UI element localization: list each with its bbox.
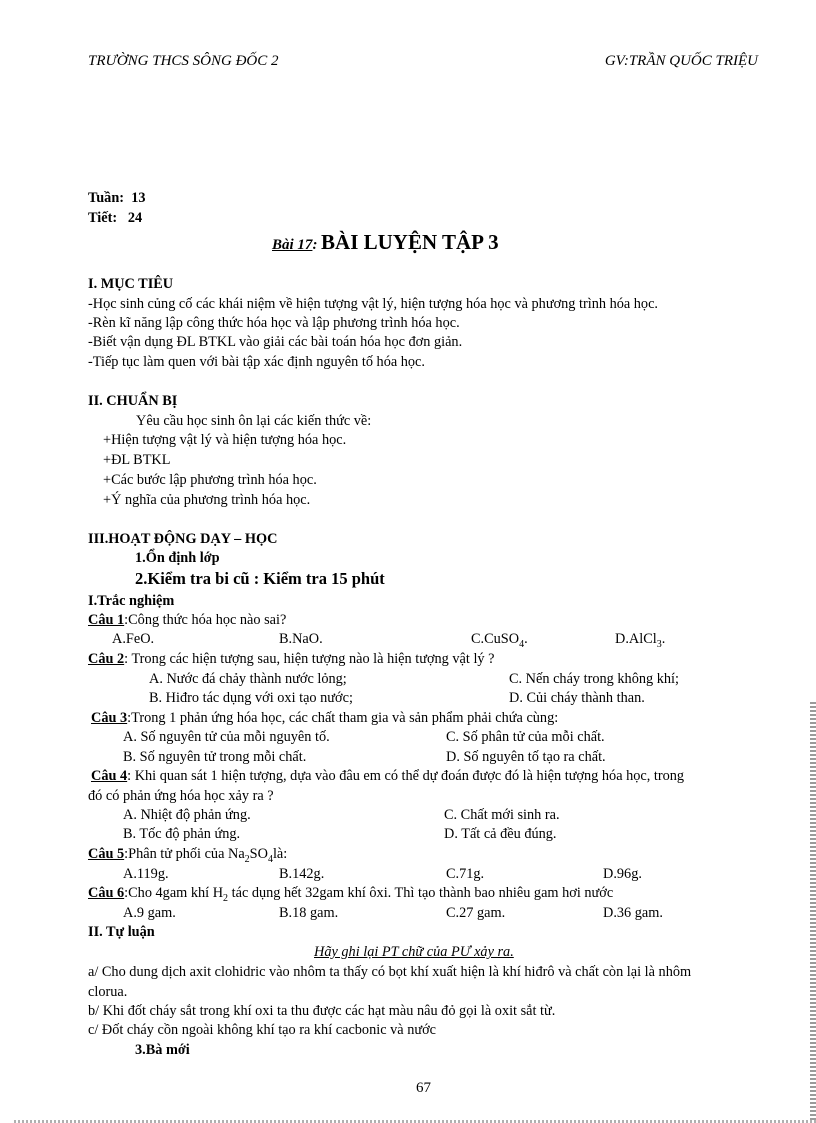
objective-line-3: -Biết vận dụng ĐL BTKL vào giải các bài toán hóa học đơn giản. <box>88 334 463 350</box>
essay-title: Hãy ghi lại PT chữ của PƯ xảy ra. <box>314 944 514 960</box>
lesson-title: BÀI LUYỆN TẬP 3 <box>321 230 499 254</box>
q1-option-b: B.NaO. <box>279 631 323 647</box>
part-multiple-choice: I.Trắc nghiệm <box>88 593 175 609</box>
q4-option-b: B. Tốc độ phản ứng. <box>123 826 241 842</box>
period-label: Tiết: <box>88 210 118 226</box>
lesson-number: Bài 17 <box>272 237 313 253</box>
lesson-title-line <box>272 230 499 256</box>
preparation-intro: Yêu cầu học sinh ôn lại các kiến thức về: <box>136 413 372 429</box>
part-essay: II. Tự luận <box>88 924 155 940</box>
header-teacher: GV:TRẦN QUỐC TRIỆU <box>604 53 758 69</box>
question-3-text: :Trong 1 phản ứng hóa học, các chất tham gia và sản phẩm phải chứa cùng: <box>127 710 559 726</box>
q1-option-a: A.FeO. <box>112 631 155 647</box>
q4-option-c: C. Chất mới sinh ra. <box>444 807 560 823</box>
section3-heading: III.HOẠT ĐỘNG DẠY – HỌC <box>88 531 278 547</box>
week-line <box>88 189 146 209</box>
period-value: 24 <box>127 210 143 226</box>
q5-option-a: A.119g. <box>123 866 169 882</box>
q4-option-d: D. Tất cả đều đúng. <box>444 826 557 842</box>
q5-option-b: B.142g. <box>279 866 325 882</box>
question-1-text: :Công thức hóa học nào sai? <box>124 612 287 628</box>
q3-option-b: B. Số nguyên tử trong mỗi chất. <box>123 749 307 765</box>
q6-option-c: C.27 gam. <box>446 905 506 921</box>
essay-a-line-1: a/ Cho dung dịch axit clohidric vào nhôm ta thấy có bọt khí xuất hiện là khí hiđrô và chất còn lại là nhôm <box>88 964 692 980</box>
q6-option-b: B.18 gam. <box>279 905 339 921</box>
section1-heading: I. MỤC TIÊU <box>88 276 174 292</box>
step-1: 1.Ổn định lớp <box>135 550 220 566</box>
q1-option-c: C.CuSO$_4$. <box>471 631 528 650</box>
essay-a-line-2: clorua. <box>88 984 128 1000</box>
essay-c: c/ Đốt cháy cồn ngoài không khí tạo ra khí cacbonic và nước <box>88 1022 436 1038</box>
preparation-item-3: +Các bước lập phương trình hóa học. <box>103 472 317 488</box>
step-3: 3.Bà mới <box>135 1042 190 1058</box>
question-6: Câu 6:Cho 4gam khí $H_2$ tác dụng hết 32gam khí ôxi. Thì tạo thành bao nhiêu gam hơi nước <box>88 885 614 904</box>
preparation-item-1: +Hiện tượng vật lý và hiện tượng hóa học. <box>103 432 347 448</box>
page-shadow-right <box>810 700 816 1120</box>
question-1-label: Câu 1 <box>88 612 125 628</box>
q2-option-b: B. Hiđro tác dụng với oxi tạo nước; <box>149 690 353 706</box>
q6-option-d: D.36 gam. <box>603 905 663 921</box>
essay-b: b/ Khi đốt cháy sắt trong khí oxi ta thu được các hạt màu nâu đỏ gọi là oxit sắt từ. <box>88 1003 556 1019</box>
q6-option-a: A.9 gam. <box>123 905 176 921</box>
preparation-item-4: +Ý nghĩa của phương trình hóa học. <box>103 492 311 508</box>
q2-option-a: A. Nước đá chảy thành nước lỏng; <box>149 671 347 687</box>
question-2-label: Câu 2 <box>88 651 125 667</box>
question-4-text: : Khi quan sát 1 hiện tượng, dựa vào đâu em có thể dự đoán được đó là hiện tượng hóa học, trong <box>127 768 685 784</box>
question-2-text: : Trong các hiện tượng sau, hiện tượng nào là hiện tượng vật lý ? <box>124 651 495 667</box>
q1-option-d: D.AlCl$_3$. <box>615 631 666 650</box>
question-4-label: Câu 4 <box>91 768 128 784</box>
q4-option-a: A. Nhiệt độ phản ứng. <box>123 807 251 823</box>
page-number: 67 <box>416 1080 431 1096</box>
q2-option-c: C. Nến cháy trong không khí; <box>509 671 679 687</box>
objective-line-1: -Học sinh củng cố các khái niệm về hiện tượng vật lý, hiện tượng hóa học và phương trình hóa học. <box>88 296 659 312</box>
question-5-label: Câu 5 <box>88 846 125 862</box>
question-3-label: Câu 3 <box>91 710 128 726</box>
objective-line-4: -Tiếp tục làm quen với bài tập xác định nguyên tố hóa học. <box>88 354 425 370</box>
section2-heading: II. CHUẨN BỊ <box>88 393 178 409</box>
period-line <box>88 209 142 229</box>
q3-option-c: C. Số phân tử của mỗi chất. <box>446 729 605 745</box>
q5-option-c: C.71g. <box>446 866 485 882</box>
q2-option-d: D. Củi cháy thành than. <box>509 690 645 706</box>
question-3 <box>91 709 558 729</box>
q3-option-a: A. Số nguyên tử của mỗi nguyên tố. <box>123 729 330 745</box>
question-4 <box>91 767 684 787</box>
preparation-item-2: +ĐL BTKL <box>103 452 171 468</box>
q3-option-d: D. Số nguyên tố tạo ra chất. <box>446 749 606 765</box>
question-4-continued: đó có phản ứng hóa học xảy ra ? <box>88 788 274 804</box>
question-2 <box>88 650 495 670</box>
question-6-label: Câu 6 <box>88 885 125 901</box>
question-5: Câu 5:Phân tử phối của $Na_2SO_4là$: <box>88 846 288 865</box>
q5-option-d: D.96g. <box>603 866 642 882</box>
header-school: TRƯỜNG THCS SÔNG ĐỐC 2 <box>88 53 279 69</box>
question-1 <box>88 611 286 631</box>
week-label: Tuần: <box>88 190 125 206</box>
objective-line-2: -Rèn kĩ năng lập công thức hóa học và lập phương trình hóa học. <box>88 315 460 331</box>
lesson-colon: : <box>312 237 318 253</box>
week-value: 13 <box>131 190 146 206</box>
step-2: 2.Kiểm tra bi cũ : Kiểm tra 15 phút <box>135 569 385 588</box>
